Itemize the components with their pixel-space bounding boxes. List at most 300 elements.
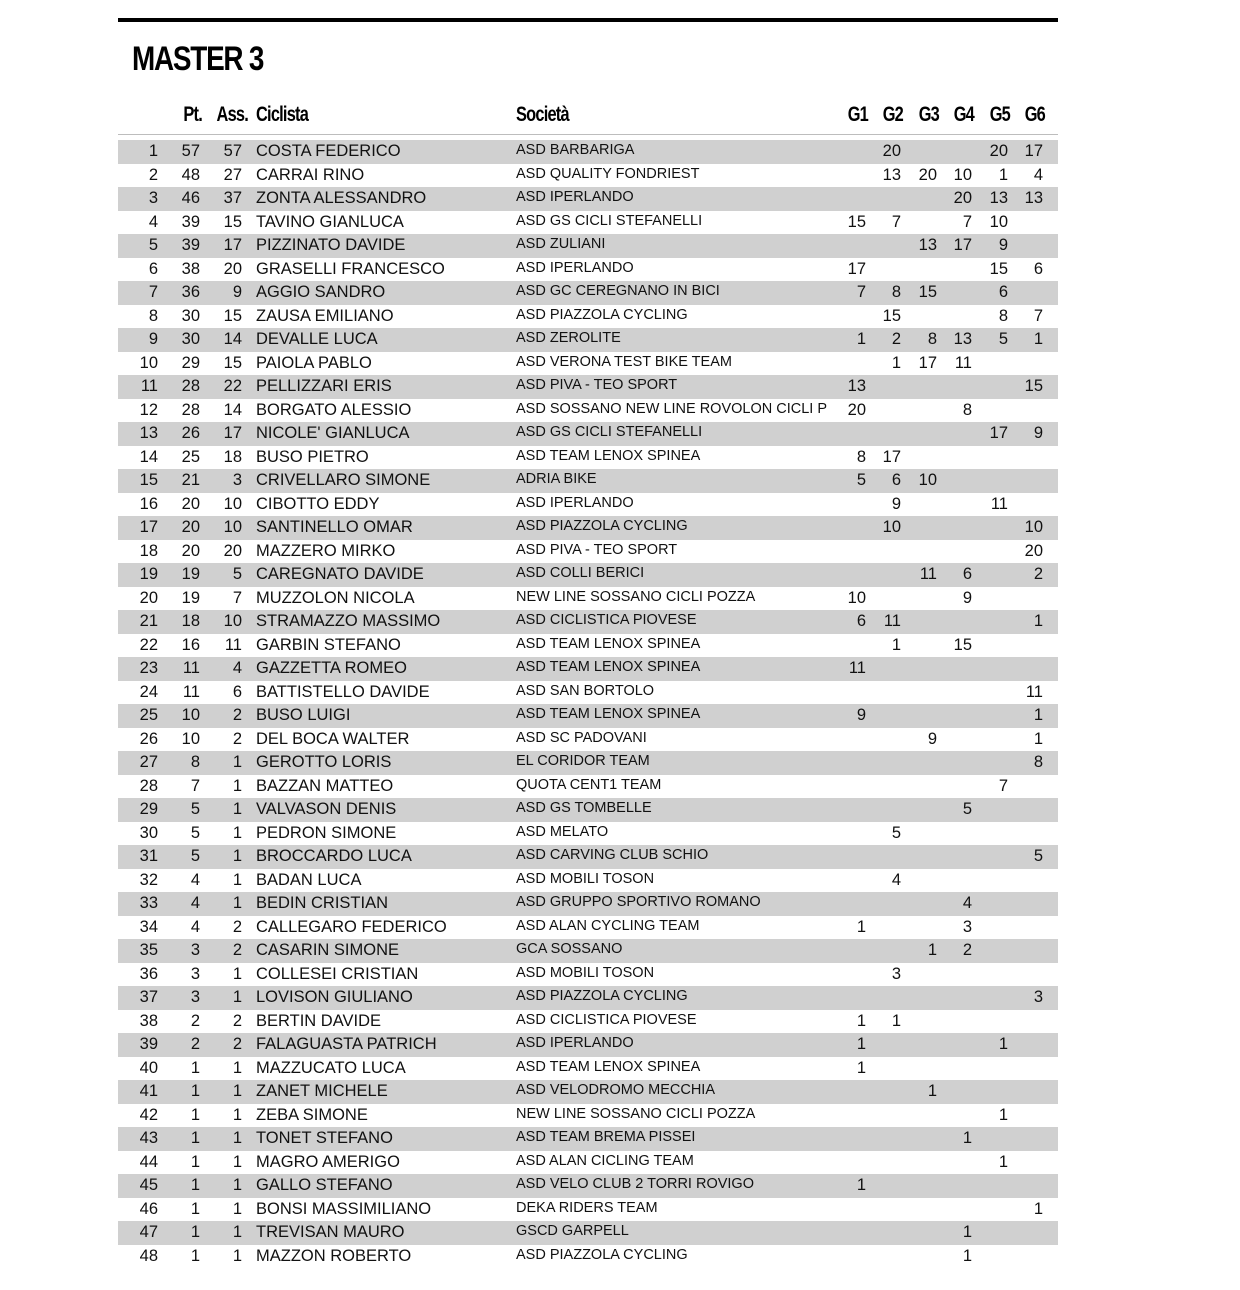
- rank-cell: 6: [148, 259, 158, 278]
- table-row: [118, 446, 1058, 470]
- table-row: [118, 164, 1058, 188]
- ass-cell: 1: [232, 870, 242, 889]
- cyclist-name: MUZZOLON NICOLA: [256, 588, 415, 607]
- g2-cell: [866, 1080, 901, 1104]
- society-name: ASD GRUPPO SPORTIVO ROMANO: [516, 894, 761, 910]
- g2-cell: 7: [891, 212, 901, 231]
- ass-cell: 1: [232, 1199, 242, 1218]
- g1-cell: [830, 1080, 866, 1104]
- g2-cell: [866, 892, 901, 916]
- g2-cell: [866, 657, 901, 681]
- society-name: GCA SOSSANO: [516, 941, 623, 957]
- cyclist-name: CAREGNATO DAVIDE: [256, 565, 424, 583]
- points-cell: 10: [181, 729, 200, 748]
- g5-cell: [972, 563, 1008, 587]
- g6-cell: 1: [1033, 706, 1043, 724]
- cyclist-name: PEDRON SIMONE: [256, 823, 397, 842]
- g4-cell: 17: [953, 236, 972, 254]
- g4-cell: [937, 657, 972, 681]
- g1-cell: 9: [856, 706, 866, 724]
- g1-cell: 17: [847, 259, 866, 278]
- rank-cell: 33: [139, 894, 158, 912]
- table-row: [118, 1010, 1058, 1034]
- g3-cell: [901, 1198, 937, 1222]
- society-name: ASD IPERLANDO: [516, 189, 634, 205]
- g2-cell: [866, 1174, 901, 1198]
- points-cell: 39: [181, 212, 200, 231]
- g2-cell: [866, 845, 901, 869]
- g2-cell: [866, 1198, 901, 1222]
- table-row: [118, 775, 1058, 799]
- table-row: [118, 1174, 1058, 1198]
- g5-cell: 15: [989, 259, 1008, 278]
- rank-cell: 38: [139, 1011, 158, 1030]
- table-row: [118, 399, 1058, 423]
- g6-cell: 2: [1033, 565, 1043, 583]
- g2-cell: [866, 1221, 901, 1245]
- society-name: NEW LINE SOSSANO CICLI POZZA: [516, 1105, 756, 1122]
- points-cell: 20: [181, 494, 200, 513]
- rank-cell: 5: [148, 236, 158, 254]
- points-cell: 1: [190, 1246, 200, 1265]
- table-row: [118, 963, 1058, 987]
- society-name: ASD ZEROLITE: [516, 330, 621, 346]
- g6-cell: 11: [1025, 682, 1043, 701]
- g2-cell: [866, 704, 901, 728]
- ass-cell: 1: [232, 753, 242, 771]
- g1-cell: 11: [848, 659, 866, 677]
- top-rule: [118, 18, 1058, 22]
- cyclist-name: NICOLE' GIANLUCA: [256, 424, 410, 442]
- header-g2: G2: [882, 103, 903, 126]
- ass-cell: 17: [223, 236, 242, 254]
- g3-cell: [901, 258, 937, 282]
- table-row: [118, 234, 1058, 258]
- g2-cell: [866, 563, 901, 587]
- g4-cell: [937, 258, 972, 282]
- g3-cell: 10: [918, 471, 937, 489]
- ass-cell: 2: [232, 1035, 242, 1053]
- g6-cell: [1008, 1057, 1043, 1081]
- g4-cell: [937, 845, 972, 869]
- ass-cell: 18: [223, 447, 242, 466]
- g2-cell: 9: [891, 494, 901, 513]
- g2-cell: 1: [891, 635, 901, 654]
- g4-cell: [937, 1033, 972, 1057]
- g3-cell: 1: [927, 1082, 937, 1100]
- g4-cell: [937, 1057, 972, 1081]
- g1-cell: [830, 305, 866, 329]
- society-name: ASD SAN BORTOLO: [516, 682, 655, 699]
- rank-cell: 45: [139, 1176, 158, 1194]
- g5-cell: [972, 446, 1008, 470]
- header-g1: G1: [847, 103, 868, 126]
- cyclist-name: BONSI MASSIMILIANO: [256, 1199, 432, 1218]
- rank-cell: 48: [139, 1246, 158, 1265]
- society-name: EL CORIDOR TEAM: [516, 753, 650, 769]
- ass-cell: 1: [232, 1105, 242, 1124]
- ass-cell: 17: [223, 424, 242, 442]
- g2-cell: [866, 798, 901, 822]
- cyclist-name: BATTISTELLO DAVIDE: [256, 682, 430, 701]
- g4-cell: 6: [962, 565, 972, 583]
- society-name: ASD GC CEREGNANO IN BICI: [516, 283, 720, 299]
- g4-cell: [937, 469, 972, 493]
- g3-cell: 11: [919, 565, 937, 583]
- points-cell: 30: [181, 330, 200, 348]
- ass-cell: 1: [232, 1152, 242, 1171]
- g1-cell: 1: [856, 330, 866, 348]
- g1-cell: 1: [856, 1035, 866, 1053]
- ass-cell: 37: [223, 189, 242, 207]
- rank-cell: 30: [139, 823, 158, 842]
- g5-cell: 1: [998, 1152, 1008, 1171]
- cyclist-name: BUSO LUIGI: [256, 706, 351, 724]
- g4-cell: 11: [954, 353, 972, 372]
- g5-cell: [972, 1245, 1008, 1269]
- standings-table: [118, 140, 1058, 1268]
- cyclist-name: MAZZON ROBERTO: [256, 1246, 412, 1265]
- cyclist-name: MAZZERO MIRKO: [256, 541, 396, 560]
- g5-cell: [972, 869, 1008, 893]
- g5-cell: 8: [998, 306, 1008, 325]
- g5-cell: [972, 916, 1008, 940]
- g6-cell: [1008, 1010, 1043, 1034]
- g4-cell: [937, 446, 972, 470]
- g4-cell: [937, 986, 972, 1010]
- ass-cell: 2: [232, 1011, 242, 1030]
- points-cell: 18: [181, 612, 200, 630]
- g4-cell: [937, 610, 972, 634]
- g5-cell: 1: [998, 1105, 1008, 1124]
- ass-cell: 1: [232, 776, 242, 795]
- g4-cell: 1: [962, 1129, 972, 1147]
- g2-cell: 5: [891, 823, 901, 842]
- table-row: [118, 1057, 1058, 1081]
- table-row: [118, 986, 1058, 1010]
- ass-cell: 27: [223, 165, 242, 184]
- g4-cell: [937, 869, 972, 893]
- table-row: [118, 1245, 1058, 1269]
- cyclist-name: SANTINELLO OMAR: [256, 518, 413, 536]
- g4-cell: 7: [962, 212, 972, 231]
- society-name: DEKA RIDERS TEAM: [516, 1199, 658, 1216]
- g3-cell: [901, 493, 937, 517]
- society-name: ASD SC PADOVANI: [516, 729, 647, 746]
- g6-cell: [1008, 1033, 1043, 1057]
- g4-cell: 1: [962, 1223, 972, 1241]
- points-cell: 11: [182, 682, 200, 701]
- ass-cell: 1: [232, 964, 242, 983]
- g2-cell: [866, 728, 901, 752]
- points-cell: 1: [190, 1129, 200, 1147]
- g1-cell: 1: [856, 1011, 866, 1030]
- rank-cell: 16: [139, 494, 158, 513]
- points-cell: 39: [181, 236, 200, 254]
- cyclist-name: LOVISON GIULIANO: [256, 988, 413, 1006]
- g1-cell: [830, 1151, 866, 1175]
- g3-cell: [901, 869, 937, 893]
- g5-cell: [972, 634, 1008, 658]
- rank-cell: 2: [148, 165, 158, 184]
- g2-cell: [866, 587, 901, 611]
- g3-cell: [901, 657, 937, 681]
- points-cell: 10: [181, 706, 200, 724]
- rank-cell: 39: [139, 1035, 158, 1053]
- g2-cell: [866, 1245, 901, 1269]
- g6-cell: 1: [1033, 612, 1043, 630]
- table-row: [118, 1198, 1058, 1222]
- g6-cell: [1008, 657, 1043, 681]
- g1-cell: [830, 822, 866, 846]
- g1-cell: 8: [856, 447, 866, 466]
- g6-cell: [1008, 587, 1043, 611]
- rank-cell: 8: [148, 306, 158, 325]
- table-row: [118, 305, 1058, 329]
- g6-cell: 20: [1024, 541, 1043, 560]
- g5-cell: [972, 681, 1008, 705]
- g1-cell: [830, 1198, 866, 1222]
- g6-cell: [1008, 1127, 1043, 1151]
- society-name: ASD PIVA - TEO SPORT: [516, 377, 678, 393]
- cyclist-name: CIBOTTO EDDY: [256, 494, 380, 513]
- cyclist-name: MAGRO AMERIGO: [256, 1152, 400, 1171]
- g1-cell: [830, 422, 866, 446]
- rank-cell: 15: [139, 471, 158, 489]
- g1-cell: [830, 751, 866, 775]
- society-name: ASD ALAN CICLING TEAM: [516, 1152, 694, 1169]
- g3-cell: [901, 751, 937, 775]
- g2-cell: 17: [882, 447, 901, 466]
- table-row: [118, 540, 1058, 564]
- g1-cell: [830, 728, 866, 752]
- table-row: [118, 469, 1058, 493]
- g5-cell: [972, 1127, 1008, 1151]
- rank-cell: 42: [139, 1105, 158, 1124]
- g4-cell: 4: [962, 894, 972, 912]
- g5-cell: [972, 728, 1008, 752]
- table-row: [118, 916, 1058, 940]
- g1-cell: [830, 869, 866, 893]
- cyclist-name: TAVINO GIANLUCA: [256, 212, 404, 231]
- g6-cell: 9: [1033, 424, 1043, 442]
- g5-cell: [972, 657, 1008, 681]
- g1-cell: 1: [856, 1176, 866, 1194]
- points-cell: 7: [190, 776, 200, 795]
- cyclist-name: PAIOLA PABLO: [256, 353, 372, 372]
- g5-cell: [972, 469, 1008, 493]
- g6-cell: 8: [1033, 753, 1043, 771]
- ass-cell: 9: [232, 283, 242, 301]
- ass-cell: 1: [232, 894, 242, 912]
- g5-cell: 11: [990, 494, 1008, 513]
- header-divider: [118, 134, 1058, 135]
- g2-cell: [866, 939, 901, 963]
- g4-cell: [937, 822, 972, 846]
- ass-cell: 1: [232, 1176, 242, 1194]
- table-row: [118, 258, 1058, 282]
- g3-cell: [901, 704, 937, 728]
- points-cell: 3: [190, 941, 200, 959]
- rank-cell: 46: [139, 1199, 158, 1218]
- ass-cell: 2: [232, 941, 242, 959]
- ass-cell: 1: [232, 1082, 242, 1100]
- g2-cell: [866, 234, 901, 258]
- g1-cell: [830, 187, 866, 211]
- g3-cell: [901, 634, 937, 658]
- g5-cell: 1: [998, 1035, 1008, 1053]
- g3-cell: [901, 681, 937, 705]
- g4-cell: [937, 281, 972, 305]
- g6-cell: 7: [1033, 306, 1043, 325]
- g4-cell: 13: [953, 330, 972, 348]
- g6-cell: 15: [1024, 377, 1043, 395]
- society-name: ASD GS TOMBELLE: [516, 800, 652, 816]
- g4-cell: 8: [962, 400, 972, 419]
- g3-cell: [901, 422, 937, 446]
- table-row: [118, 140, 1058, 164]
- cyclist-name: CASARIN SIMONE: [256, 941, 400, 959]
- g6-cell: 13: [1024, 189, 1043, 207]
- g3-cell: [901, 540, 937, 564]
- g5-cell: 5: [998, 330, 1008, 348]
- g4-cell: [937, 516, 972, 540]
- g5-cell: 13: [989, 189, 1008, 207]
- g4-cell: [937, 728, 972, 752]
- g2-cell: 6: [891, 471, 901, 489]
- g1-cell: [830, 986, 866, 1010]
- g5-cell: 7: [998, 776, 1008, 795]
- g1-cell: [830, 798, 866, 822]
- g3-cell: [901, 587, 937, 611]
- g2-cell: [866, 1057, 901, 1081]
- g3-cell: [901, 1221, 937, 1245]
- points-cell: 11: [182, 659, 200, 677]
- g1-cell: [830, 775, 866, 799]
- points-cell: 57: [181, 142, 200, 160]
- points-cell: 20: [181, 518, 200, 536]
- g1-cell: [830, 681, 866, 705]
- points-cell: 1: [190, 1223, 200, 1241]
- g1-cell: 15: [847, 212, 866, 231]
- ass-cell: 57: [223, 142, 242, 160]
- cyclist-name: GARBIN STEFANO: [256, 635, 401, 654]
- g5-cell: [972, 822, 1008, 846]
- g1-cell: 20: [847, 400, 866, 419]
- g5-cell: [972, 375, 1008, 399]
- g2-cell: 13: [882, 165, 901, 184]
- table-row: [118, 681, 1058, 705]
- rank-cell: 24: [139, 682, 158, 701]
- g5-cell: 1: [998, 165, 1008, 184]
- points-cell: 5: [190, 823, 200, 842]
- points-cell: 1: [190, 1176, 200, 1194]
- table-row: [118, 939, 1058, 963]
- g6-cell: [1008, 892, 1043, 916]
- ass-cell: 1: [232, 800, 242, 818]
- g3-cell: 17: [918, 353, 937, 372]
- g1-cell: [830, 140, 866, 164]
- g6-cell: 1: [1033, 1199, 1043, 1218]
- g2-cell: [866, 1151, 901, 1175]
- g1-cell: 6: [856, 612, 866, 630]
- points-cell: 4: [190, 894, 200, 912]
- table-row: [118, 869, 1058, 893]
- society-name: ASD GS CICLI STEFANELLI: [516, 424, 703, 440]
- g2-cell: [866, 1127, 901, 1151]
- society-name: ASD CICLISTICA PIOVESE: [516, 1011, 697, 1028]
- g4-cell: [937, 963, 972, 987]
- g6-cell: [1008, 281, 1043, 305]
- g3-cell: [901, 798, 937, 822]
- g5-cell: [972, 751, 1008, 775]
- points-cell: 36: [181, 283, 200, 301]
- rank-cell: 1: [148, 142, 158, 160]
- g2-cell: [866, 187, 901, 211]
- points-cell: 4: [190, 917, 200, 936]
- society-name: ASD SOSSANO NEW LINE ROVOLON CICLI P: [516, 400, 828, 417]
- rank-cell: 11: [140, 377, 158, 395]
- rank-cell: 25: [139, 706, 158, 724]
- g6-cell: [1008, 1245, 1043, 1269]
- g6-cell: [1008, 869, 1043, 893]
- g6-cell: [1008, 446, 1043, 470]
- g6-cell: 17: [1024, 142, 1043, 160]
- g2-cell: [866, 540, 901, 564]
- table-row: [118, 587, 1058, 611]
- ass-cell: 1: [232, 847, 242, 865]
- cyclist-name: PIZZINATO DAVIDE: [256, 236, 406, 254]
- points-cell: 2: [190, 1035, 200, 1053]
- points-cell: 20: [181, 541, 200, 560]
- g6-cell: [1008, 1151, 1043, 1175]
- society-name: ASD CICLISTICA PIOVESE: [516, 612, 697, 628]
- g1-cell: 5: [856, 471, 866, 489]
- points-cell: 21: [181, 471, 200, 489]
- ass-cell: 20: [223, 541, 242, 560]
- g3-cell: [901, 211, 937, 235]
- g1-cell: [830, 845, 866, 869]
- table-row: [118, 1221, 1058, 1245]
- g4-cell: 9: [962, 588, 972, 607]
- ass-cell: 15: [223, 306, 242, 325]
- ass-cell: 1: [232, 1058, 242, 1077]
- points-cell: 2: [190, 1011, 200, 1030]
- ass-cell: 10: [223, 612, 242, 630]
- g5-cell: [972, 963, 1008, 987]
- points-cell: 26: [181, 424, 200, 442]
- rank-cell: 29: [139, 800, 158, 818]
- g5-cell: 20: [989, 142, 1008, 160]
- cyclist-name: DEL BOCA WALTER: [256, 729, 410, 748]
- rank-cell: 9: [148, 330, 158, 348]
- table-row: [118, 516, 1058, 540]
- table-row: [118, 1104, 1058, 1128]
- g6-cell: [1008, 399, 1043, 423]
- g4-cell: 1: [962, 1246, 972, 1265]
- ass-cell: 7: [232, 588, 242, 607]
- ass-cell: 15: [223, 353, 242, 372]
- table-row: [118, 610, 1058, 634]
- cyclist-name: MAZZUCATO LUCA: [256, 1058, 406, 1077]
- g6-cell: 5: [1033, 847, 1043, 865]
- table-row: [118, 1080, 1058, 1104]
- points-cell: 4: [190, 870, 200, 889]
- g2-cell: 20: [882, 142, 901, 160]
- header-g5: G5: [989, 103, 1010, 126]
- ass-cell: 11: [224, 635, 242, 654]
- cyclist-name: BORGATO ALESSIO: [256, 400, 412, 419]
